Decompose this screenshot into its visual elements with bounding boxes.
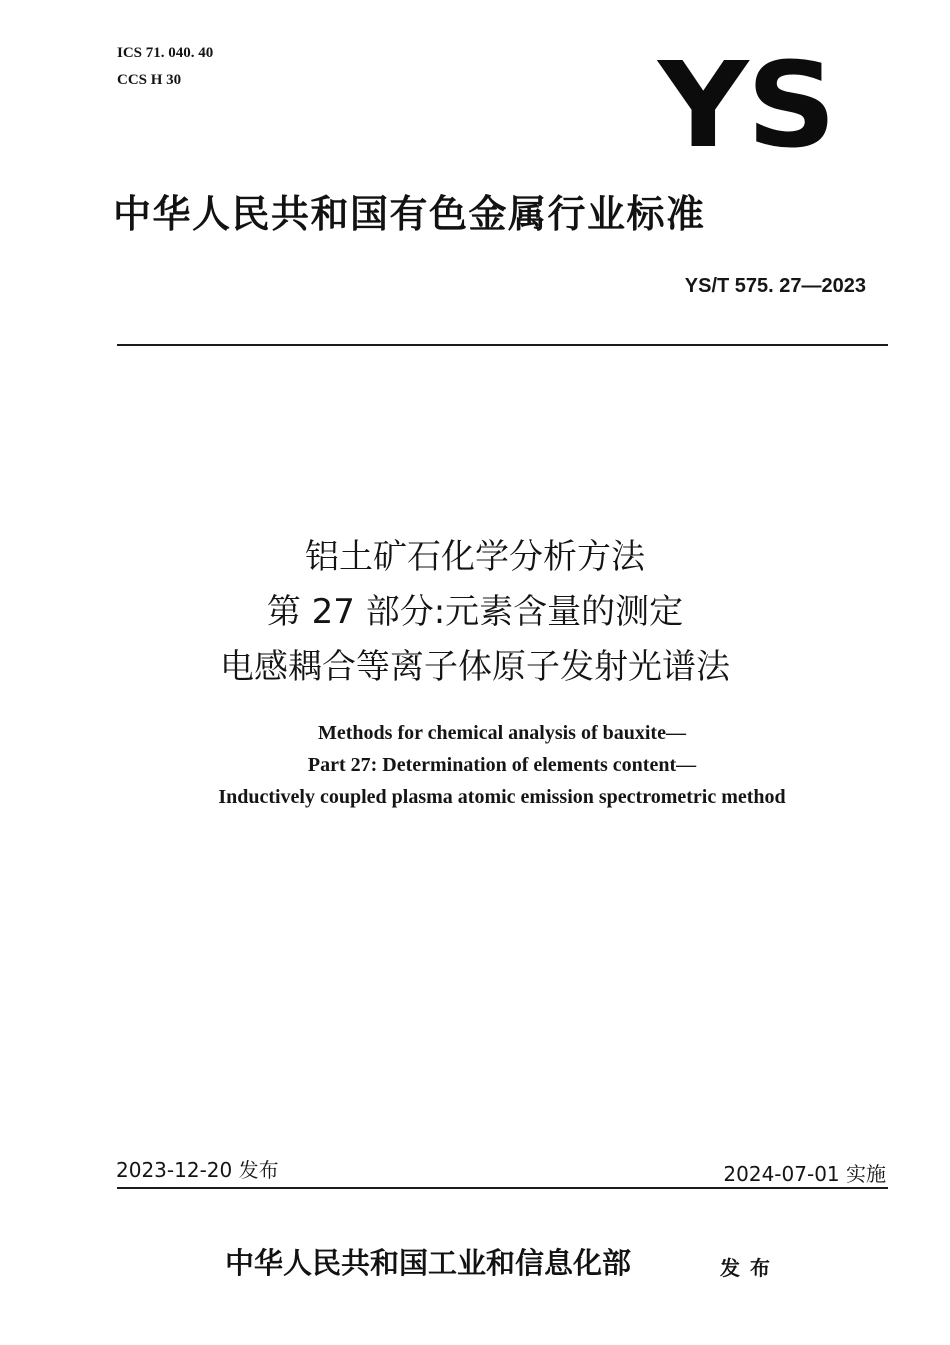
english-title-line-3: Inductively coupled plasma atomic emission spectrometric method	[218, 786, 786, 808]
chinese-title-line-2: 第 27 部分:元素含量的测定	[266, 592, 684, 632]
header-divider	[117, 344, 888, 346]
footer-divider	[117, 1187, 888, 1189]
chinese-title-line-3: 电感耦合等离子体原子发射光谱法	[220, 647, 730, 687]
chinese-title-line-1: 铝土矿石化学分析方法	[305, 537, 645, 577]
chinese-title	[0, 530, 950, 695]
ics-code: ICS 71. 040. 40	[117, 45, 214, 61]
ccs-code: CCS H 30	[117, 72, 182, 88]
implementation-date: 2024-07-01 实施	[723, 1162, 886, 1186]
standard-number: YS/T 575. 27—2023	[684, 275, 866, 297]
classification-codes	[117, 40, 213, 94]
publisher-name: 中华人民共和国工业和信息化部	[225, 1246, 632, 1280]
ys-logo: YS	[658, 36, 835, 174]
industry-standard-heading: 中华人民共和国有色金属行业标准	[113, 192, 706, 236]
publish-label: 发布	[720, 1256, 780, 1280]
issue-date: 2023-12-20 发布	[116, 1158, 279, 1182]
english-title-line-2: Part 27: Determination of elements content—	[307, 754, 697, 776]
english-title-line-1: Methods for chemical analysis of bauxite—	[318, 722, 686, 744]
english-title	[0, 717, 950, 813]
